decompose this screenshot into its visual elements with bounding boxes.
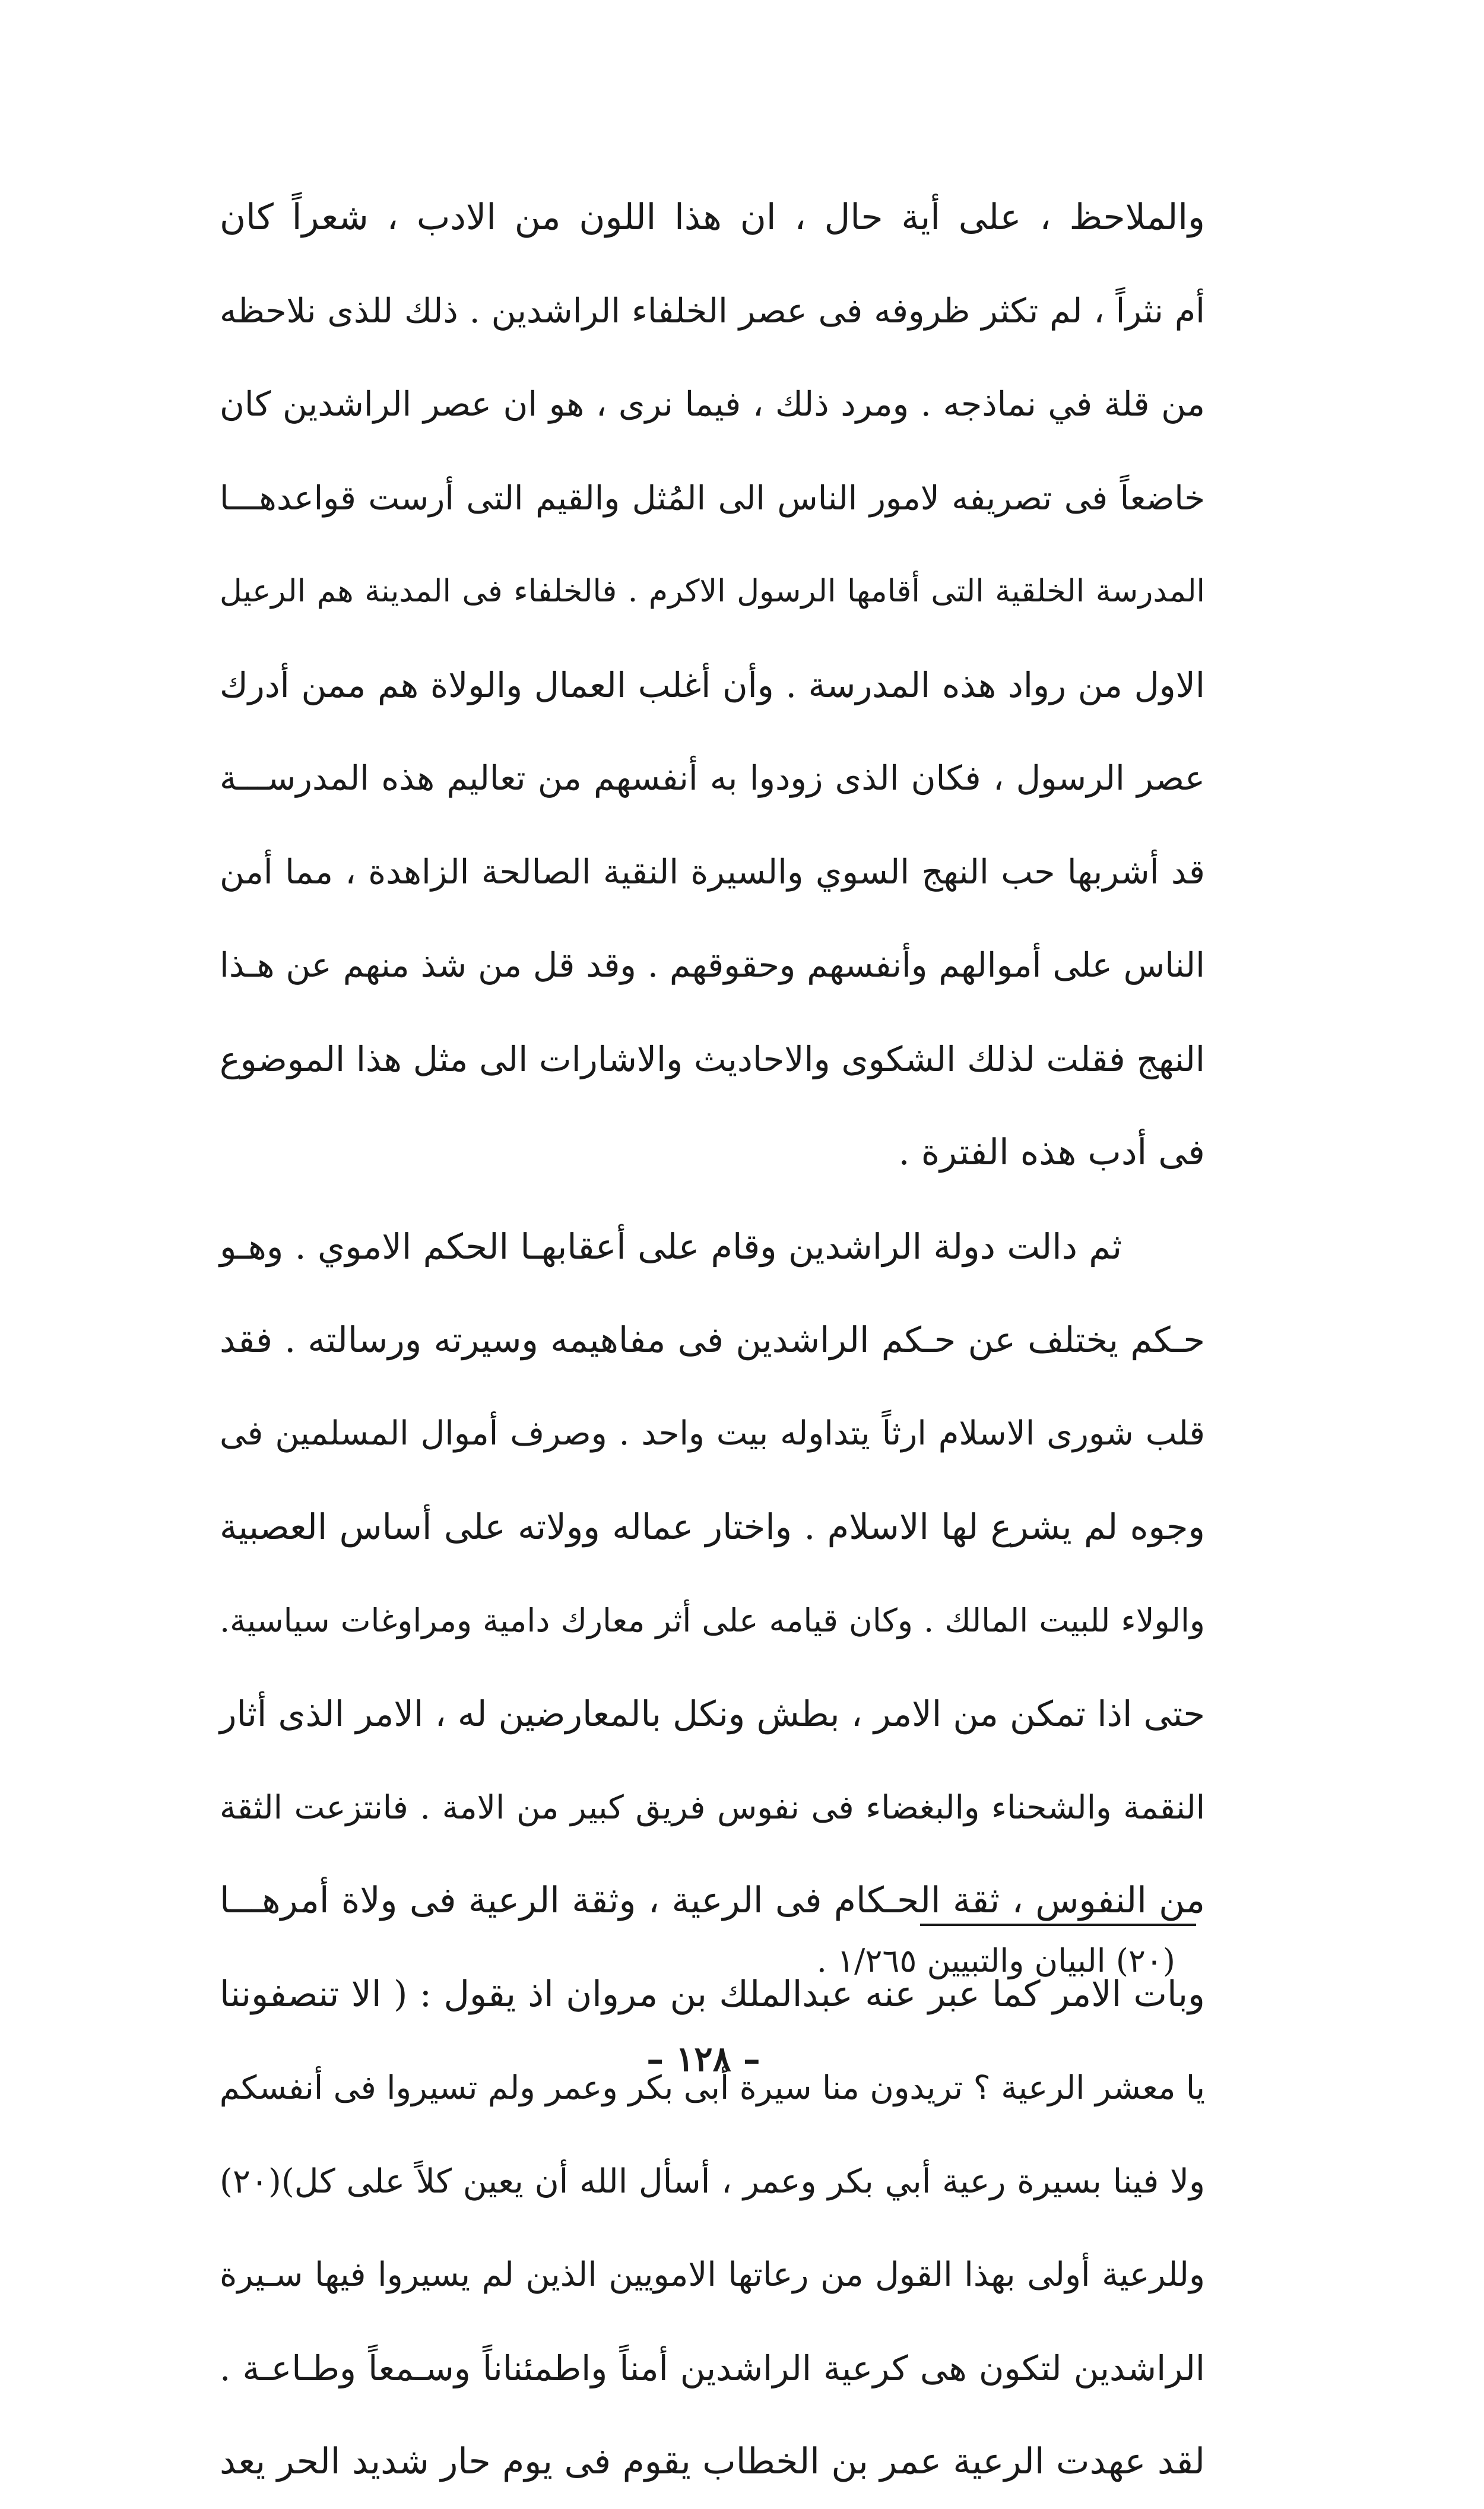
text-line: خاضعاً فى تصريفه لامور الناس الى المُثل والقيم التى أرست قواعدهـــا <box>220 479 1205 518</box>
text-line: المدرسة الخلقية التى أقامها الرسول الاكرم . فالخلفاء فى المدينة هم الرعيل <box>220 574 1205 609</box>
text-line: وللرعية أولى بهذا القول من رعاتها الامويين الذين لم يسيروا فيها سـيرة <box>220 2255 1205 2294</box>
text-line: قد أشربها حب النهج السوي والسيرة النقية الصالحة الزاهدة ، مما أمن <box>220 852 1205 892</box>
text-line: يا معشر الرعية ؟ تريدون منا سيرة أبى بكر وعمر ولم تسيروا فى أنفسكم <box>219 2068 1205 2106</box>
footnote: (٢٠) البيان والتبيين ١/٢٦٥ . <box>816 1942 1175 1979</box>
text-line: النقمة والشحناء والبغضاء فى نفوس فريق كبير من الامة . فانتزعت الثقة <box>220 1788 1205 1826</box>
text-line: الاول من رواد هذه المدرسة . وأن أغلب العمال والولاة هم ممن أدرك <box>220 664 1205 705</box>
text-line: لقد عهدت الرعية عمر بن الخطاب يقوم فى يوم حار شديد الحر يعد <box>220 2441 1206 2482</box>
text-line: حتى اذا تمكن من الامر ، بطش ونكل بالمعارضين له ، الامر الذى أثار <box>220 1693 1205 1734</box>
text-line: قلب شورى الاسلام ارثاً يتداوله بيت واحد . وصرف أموال المسلمين فى <box>220 1414 1205 1453</box>
paragraph-start-line: ثم دالت دولة الراشدين وقام على أعقابهـا الحكم الاموي . وهـو <box>220 1225 1122 1267</box>
text-line: النهج فقلت لذلك الشكوى والاحاديث والاشارات الى مثل هذا الموضوع <box>220 1038 1205 1079</box>
text-line: عصر الرسول ، فكان الذى زودوا به أنفسهم من تعاليم هذه المدرســـة <box>220 759 1205 798</box>
text-line: من قلة في نماذجه . ومرد ذلك ، فيما نرى ، هو ان عصر الراشدين كان <box>220 385 1205 424</box>
text-line: وبات الامر كما عبر عنه عبدالملك بن مروان اذ يقول : ( الا تنصفوننا <box>220 1973 1205 2015</box>
text-line: وجوه لم يشرع لها الاسلام . واختار عماله وولاته على أساس العصبية <box>220 1506 1205 1547</box>
text-line: أم نثراً ، لم تكثر ظروفه فى عصر الخلفاء الراشدين . ذلك للذى نلاحظه <box>220 291 1205 331</box>
footnote-divider <box>920 1924 1196 1926</box>
text-line: ولا فينا بسيرة رعية أبي بكر وعمر ، أسأل الله أن يعين كلاً على كل)(٢٠) <box>220 2162 1205 2201</box>
text-line: والملاحظ ، على أية حال ، ان هذا اللون من الادب ، شعراً كان <box>220 197 1205 238</box>
body-text <box>220 171 1205 2509</box>
page-number: – ١٢٨ – <box>646 2039 760 2079</box>
text-line: والولاء للبيت المالك . وكان قيامه على أثر معارك دامية ومراوغات سياسية. <box>220 1601 1205 1639</box>
text-line: حـكم يختلف عن حـكم الراشدين فى مفاهيمه وسيرته ورسالته . فقد <box>220 1319 1205 1360</box>
text-line: الناس على أموالهم وأنفسهم وحقوقهم . وقد قل من شذ منهم عن هـذا <box>220 946 1205 985</box>
text-line: الراشدين لتكون هى كرعية الراشدين أمناً واطمئناناً وسـمعاً وطـاعـة . <box>220 2348 1205 2388</box>
paragraph-end-line: فى أدب هذه الفترة . <box>898 1132 1205 1173</box>
text-line: من النفوس ، ثقة الحـكام فى الرعية ، وثقة الرعية فى ولاة أمرهـــا <box>220 1880 1205 1921</box>
